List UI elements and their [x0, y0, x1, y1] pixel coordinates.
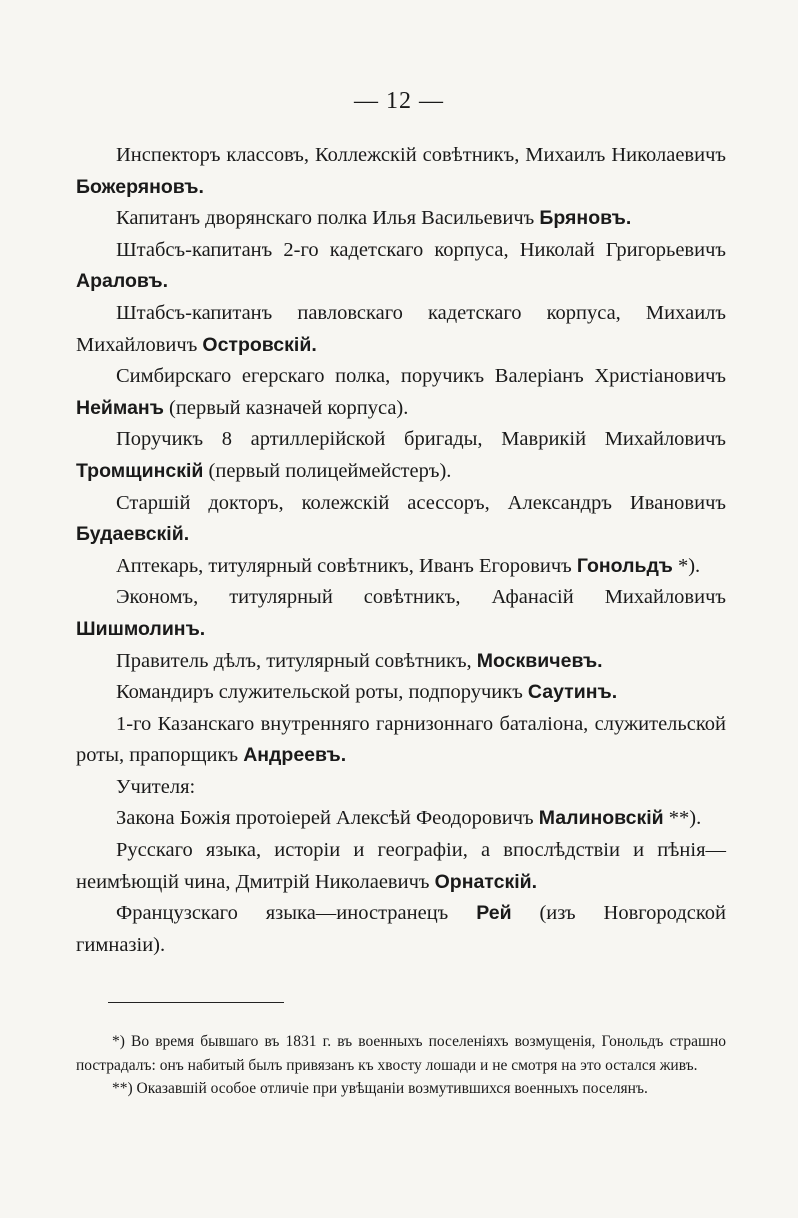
paragraph	[76, 835, 726, 898]
paragraph	[76, 140, 726, 203]
text-segment: Капитанъ дворянскаго полка Илья Васильевичъ	[116, 207, 540, 230]
text-segment: (первый полицеймейстеръ).	[203, 459, 452, 482]
person-surname: Москвичевъ.	[476, 649, 603, 672]
text-segment: (первый казначей корпуса).	[163, 396, 409, 419]
text-segment: *).	[672, 554, 701, 577]
person-surname: Бряновъ.	[539, 207, 632, 230]
text-segment: Учителя:	[116, 775, 196, 798]
text-segment: Командиръ служительской роты, подпоручикъ	[116, 681, 528, 704]
text-segment: Штабсъ-капитанъ 2-го кадетскаго корпуса, Николай Григорьевичъ	[116, 238, 726, 261]
person-surname: Шишмолинъ.	[76, 617, 206, 640]
person-surname: Андреевъ.	[243, 744, 347, 767]
person-surname: Малиновскій	[538, 807, 664, 830]
footnote-separator	[108, 1002, 284, 1003]
text-segment: Старшій докторъ, колежскій асессоръ, Александръ Ивановичъ	[116, 491, 726, 514]
staff-list	[76, 140, 726, 961]
text-segment: **).	[663, 807, 702, 830]
paragraph	[76, 646, 726, 678]
text-segment: Французскаго языка—иностранецъ	[116, 902, 477, 925]
paragraph	[76, 203, 726, 235]
paragraph	[76, 298, 726, 361]
paragraph	[76, 772, 726, 804]
person-surname: Будаевскій.	[76, 523, 190, 546]
text-segment: (изъ Новгородской гимназіи).	[76, 902, 726, 956]
paragraph	[76, 488, 726, 551]
person-surname: Островскій.	[202, 333, 317, 356]
person-surname: Рей	[476, 902, 512, 925]
paragraph	[76, 803, 726, 835]
footnote: *) Во время бывшаго въ 1831 г. въ военныхъ поселеніяхъ возмущенія, Гонольдъ страшно пострадалъ: онъ набитый былъ привязанъ къ хвосту лошади и не смотря на это остался живъ.	[76, 1033, 726, 1074]
paragraph	[76, 551, 726, 583]
paragraph	[76, 424, 726, 487]
person-surname: Орнатскій.	[434, 870, 538, 893]
text-segment: 1-го Казанскаго внутренняго гарнизоннаго баталіона, служительской роты, прапорщикъ	[76, 712, 726, 767]
text-segment: Аптекарь, титулярный совѣтникъ, Иванъ Егоровичъ	[116, 554, 577, 577]
text-segment: Поручикъ 8 артиллерійской бригады, Маврикій Михайловичъ	[116, 428, 726, 451]
paragraph	[76, 677, 726, 709]
text-segment: Закона Божія протоіерей Алексѣй Феодоровичъ	[116, 807, 539, 830]
paragraph	[76, 235, 726, 298]
person-surname: Гонольдъ	[576, 554, 673, 577]
text-segment: Правитель дѣлъ, титулярный совѣтникъ,	[116, 649, 477, 672]
text-segment: Инспекторъ классовъ, Коллежскій совѣтникъ, Михаилъ Николаевичъ	[116, 144, 726, 166]
person-surname: Саутинъ.	[527, 681, 618, 704]
paragraph	[76, 582, 726, 645]
paragraph	[76, 898, 726, 961]
person-surname: Нейманъ	[76, 396, 164, 419]
person-surname: Араловъ.	[76, 270, 169, 293]
person-surname: Тромщинскій	[76, 459, 204, 482]
page-number: — 12 —	[354, 88, 444, 114]
footnotes	[76, 1030, 726, 1101]
text-segment: Штабсъ-капитанъ павловскаго кадетскаго корпуса, Михаилъ Михайловичъ	[76, 301, 726, 356]
paragraph	[76, 709, 726, 772]
text-segment: Русскаго языка, исторіи и географіи, а впослѣдствіи и пѣнія—неимѣющій чина, Дмитрій Николаевичъ	[76, 839, 726, 893]
text-segment: Симбирскаго егерскаго полка, поручикъ Валеріанъ Христіановичъ	[116, 365, 726, 388]
paragraph	[76, 361, 726, 424]
person-surname: Божеряновъ.	[76, 175, 204, 198]
footnote: **) Оказавшій особое отличіе при увѣщаніи возмутившихся военныхъ поселянъ.	[112, 1080, 648, 1097]
text-segment: Экономъ, титулярный совѣтникъ, Афанасій Михайловичъ	[116, 586, 726, 609]
